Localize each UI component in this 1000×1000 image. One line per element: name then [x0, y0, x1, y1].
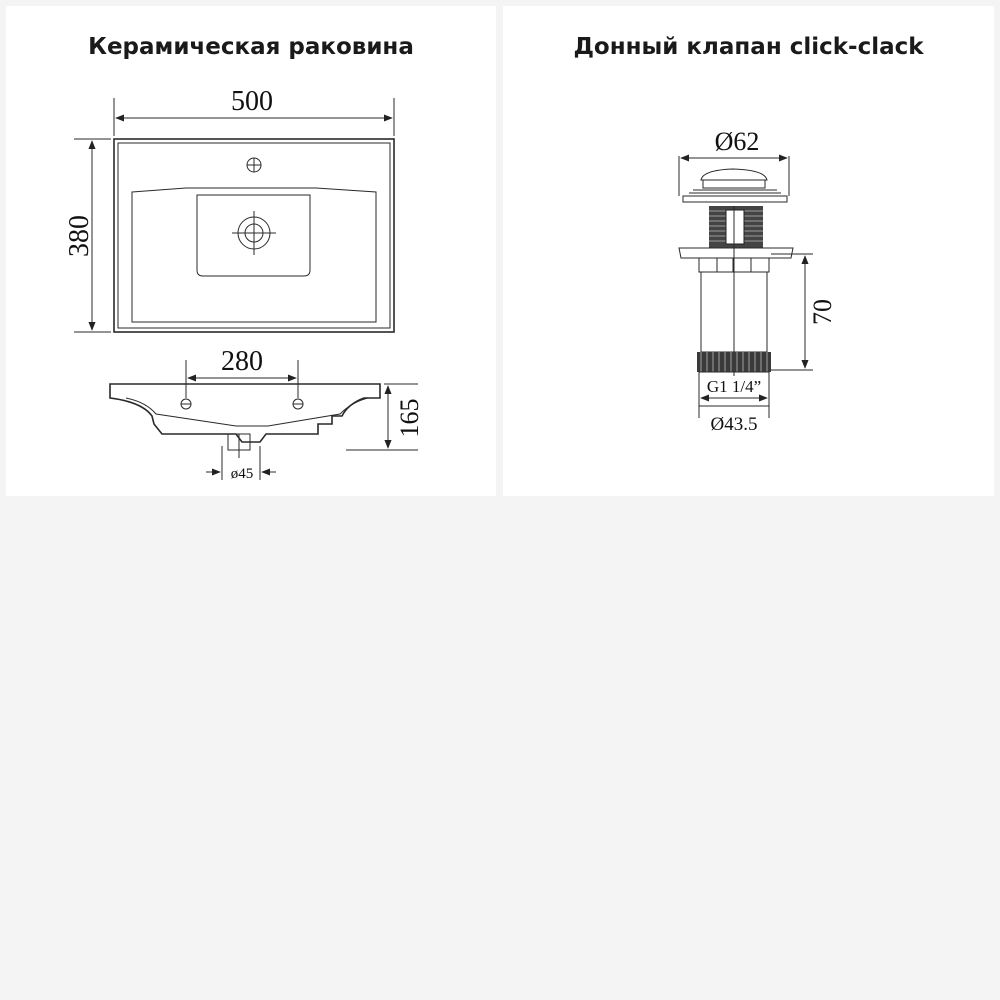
drain-label: ø45	[230, 466, 254, 482]
sink-side-view	[110, 346, 380, 458]
height-dimension-valve	[771, 254, 837, 370]
sink-top-view	[114, 139, 394, 332]
width-dimension	[114, 86, 394, 136]
thread-label: G1 1/4”	[706, 377, 762, 396]
valve-drawing	[503, 6, 994, 496]
sink-title: Керамическая раковина	[88, 34, 414, 60]
depth-dimension	[64, 139, 111, 332]
valve-title: Донный клапан click-clack	[573, 34, 924, 60]
bottom-diameter-label: Ø43.5	[710, 414, 758, 435]
width-label: 500	[231, 86, 273, 117]
height-dimension	[346, 384, 424, 450]
top-diameter-dimension	[679, 127, 789, 196]
sink-panel	[6, 6, 496, 496]
depth-label: 380	[64, 215, 95, 257]
holes-label: 280	[221, 346, 263, 377]
top-diameter-label: Ø62	[714, 127, 760, 156]
sink-drawing	[6, 6, 496, 496]
valve-panel	[503, 6, 994, 496]
valve-height-label: 70	[808, 299, 837, 325]
bottom-diameter-dimension	[699, 398, 769, 435]
height-label: 165	[395, 398, 424, 438]
drain-dimension	[206, 446, 276, 482]
